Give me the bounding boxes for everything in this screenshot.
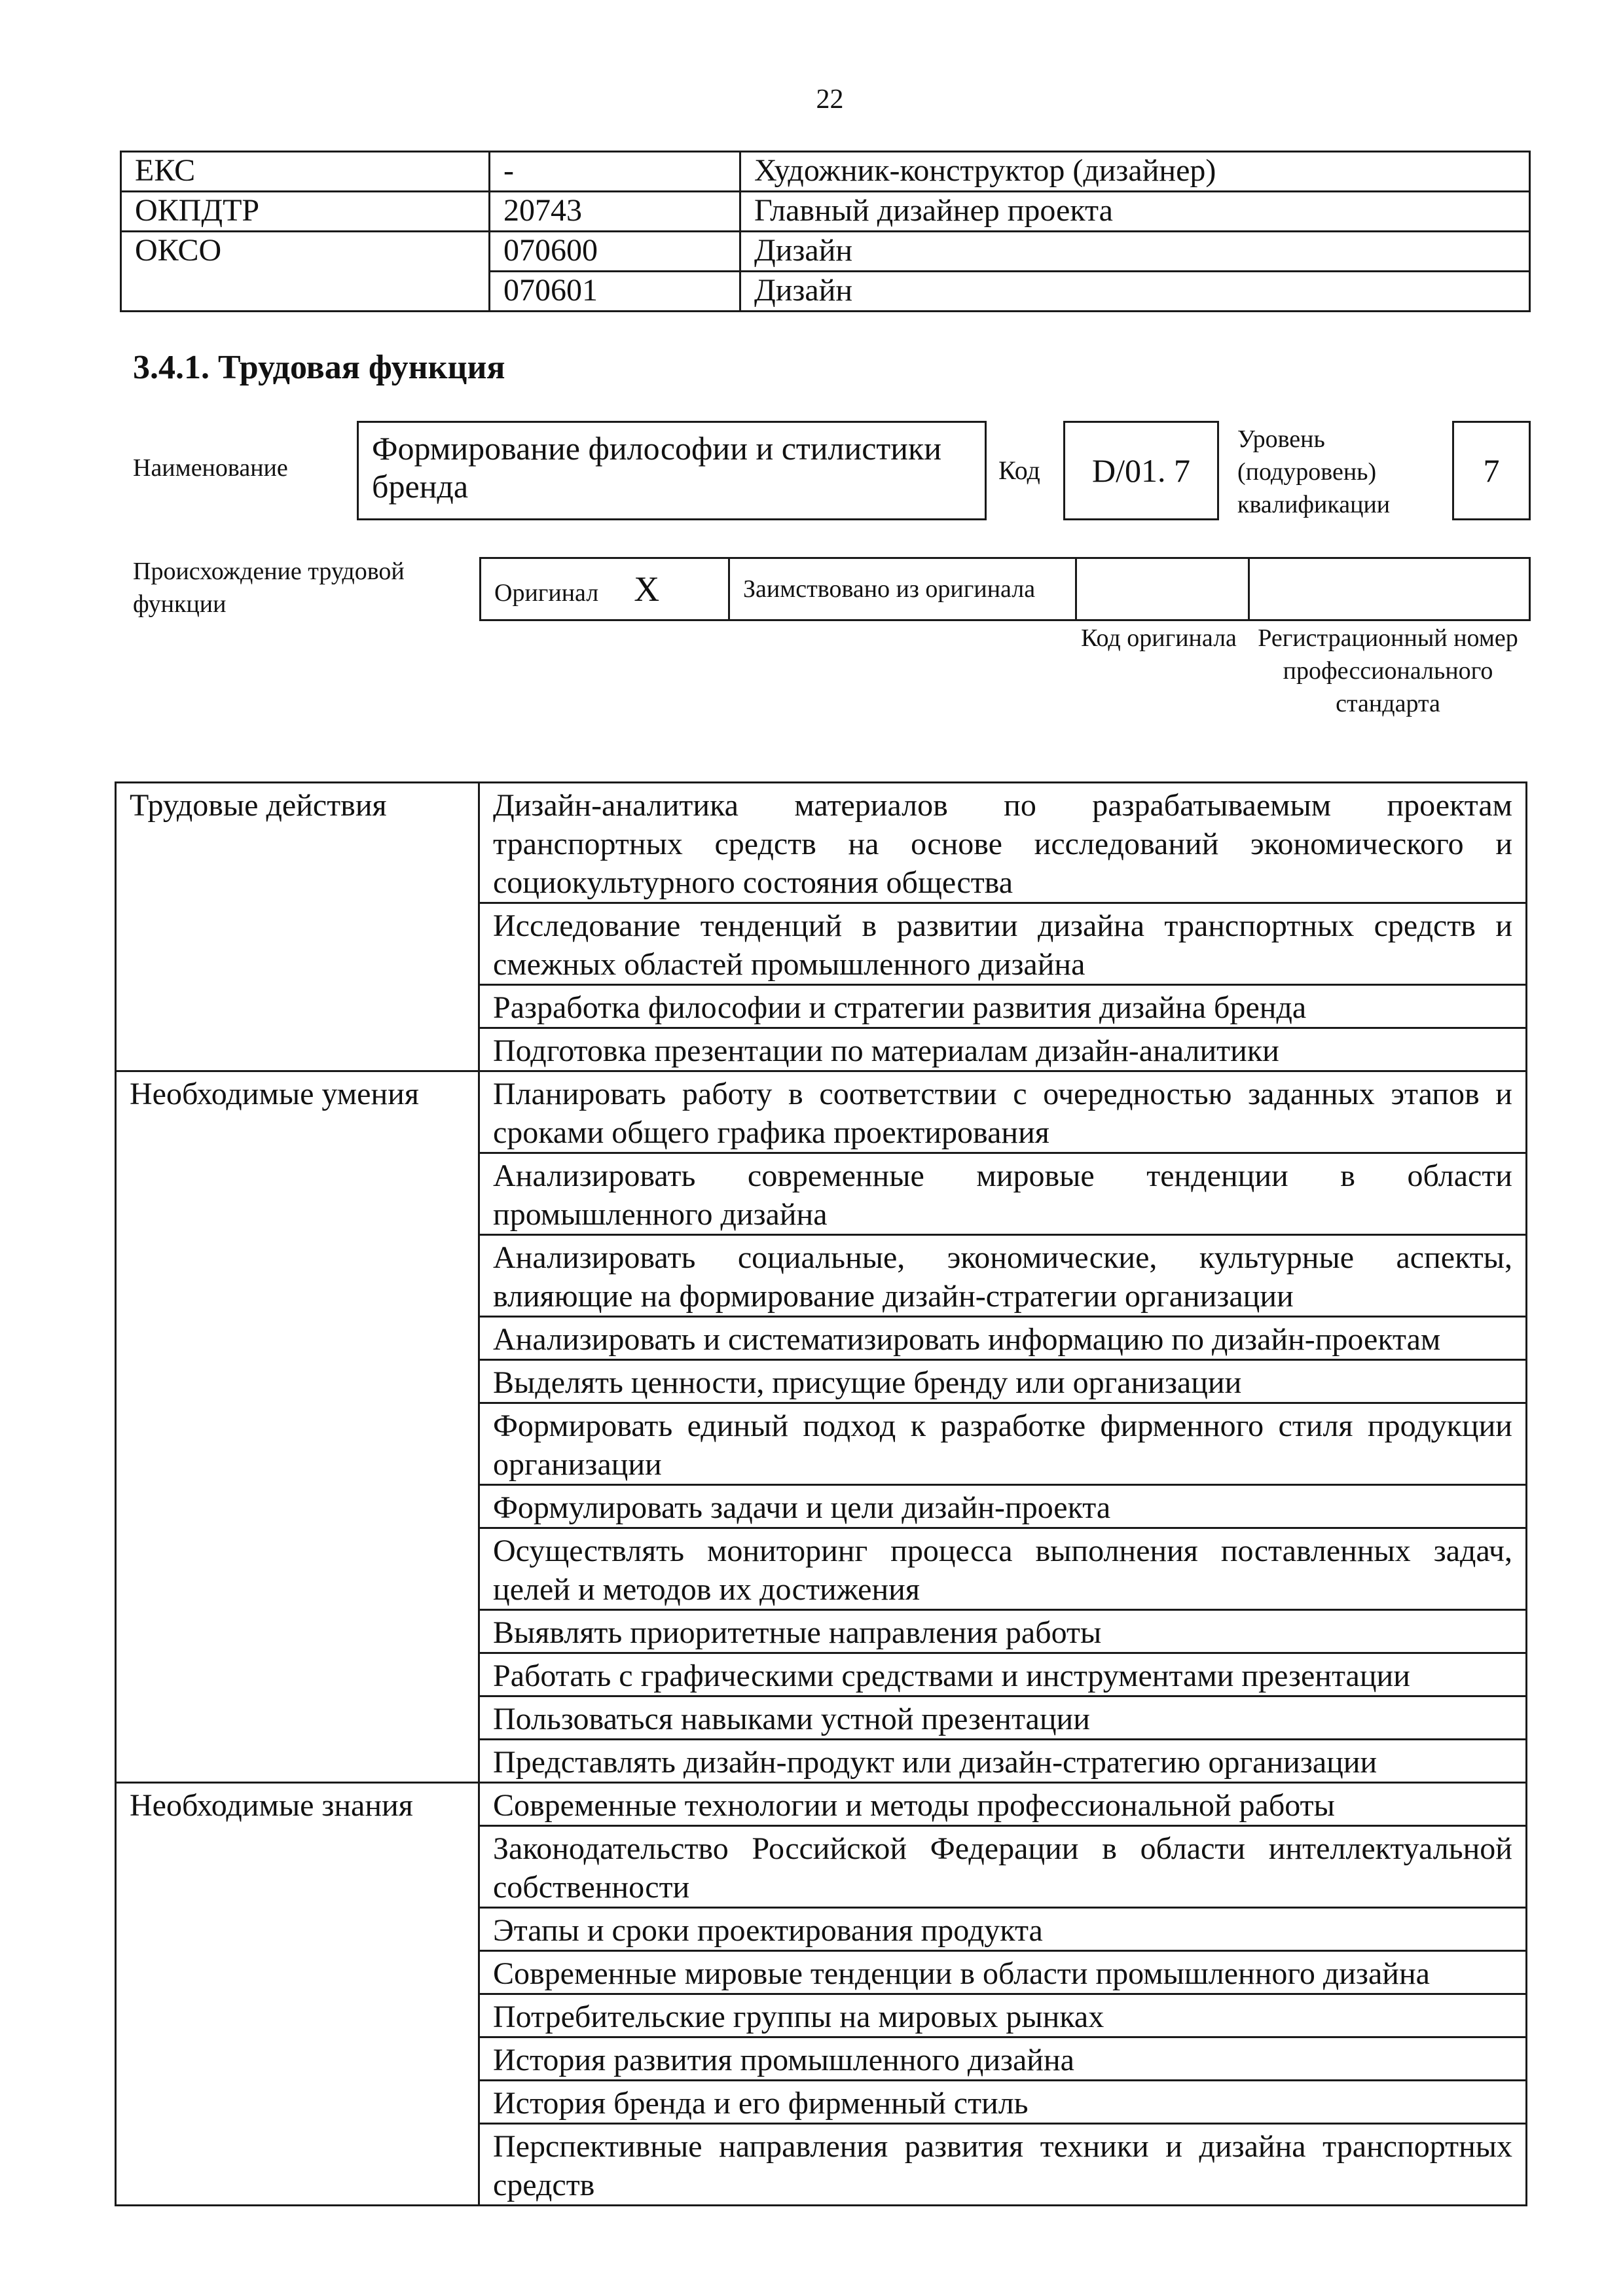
function-name-value: Формирование философии и стилистики бренда <box>357 421 987 520</box>
original-code-cell <box>1076 558 1249 620</box>
qualification-level-label: Уровень (подуровень) квалификации <box>1237 425 1391 518</box>
origin-original-cell <box>481 558 729 620</box>
section-item: Формулировать задачи и цели дизайн-проекта <box>479 1485 1527 1528</box>
classifier-codes-table <box>120 151 1531 312</box>
section-item: Современные мировые тенденции в области промышленного дизайна <box>479 1951 1527 1994</box>
section-item: Анализировать социальные, экономические, культурные аспекты, влияющие на формирование дизайн-стратегии организации <box>479 1235 1527 1317</box>
section-item: Планировать работу в соответствии с очередностью заданных этапов и сроками общего графика проектирования <box>479 1071 1527 1153</box>
origin-label: Происхождение трудовой функции <box>133 558 405 618</box>
classifier-title: Дизайн <box>740 232 1530 272</box>
classifier-name: ЕКС <box>121 152 490 192</box>
classifier-name: ОКСО <box>121 232 490 312</box>
section-item: Потребительские группы на мировых рынках <box>479 1994 1527 2037</box>
borrowed-label: Заимствовано из оригинала <box>729 558 1076 620</box>
section-category: Трудовые действия <box>116 783 479 1071</box>
section-item: Выделять ценности, присущие бренду или организации <box>479 1360 1527 1403</box>
table-row <box>121 232 1530 272</box>
table-row <box>116 783 1527 903</box>
section-item: Формировать единый подход к разработке фирменного стиля продукции организации <box>479 1403 1527 1485</box>
origin-table <box>479 557 1531 621</box>
table-row <box>481 558 1530 620</box>
function-details-table <box>115 781 1527 2206</box>
classifier-code: - <box>490 152 740 192</box>
classifier-code: 20743 <box>490 192 740 232</box>
page-number: 22 <box>816 84 844 115</box>
section-item: Исследование тенденций в развитии дизайна транспортных средств и смежных областей промышленного дизайна <box>479 903 1527 985</box>
section-item: Представлять дизайн-продукт или дизайн-стратегию организации <box>479 1740 1527 1783</box>
section-category: Необходимые знания <box>116 1783 479 2206</box>
section-item: Выявлять приоритетные направления работы <box>479 1610 1527 1653</box>
section-item: Анализировать и систематизировать информацию по дизайн-проектам <box>479 1317 1527 1360</box>
section-item: Анализировать современные мировые тенденции в области промышленного дизайна <box>479 1153 1527 1235</box>
section-item: Разработка философии и стратегии развития дизайна бренда <box>479 985 1527 1028</box>
registration-number-cell <box>1249 558 1530 620</box>
classifier-code: 070601 <box>490 272 740 312</box>
section-heading: 3.4.1. Трудовая функция <box>133 349 505 386</box>
code-label: Код <box>998 456 1040 485</box>
classifier-code: 070600 <box>490 232 740 272</box>
table-row <box>116 1071 1527 1153</box>
section-item: Подготовка презентации по материалам дизайн-аналитики <box>479 1028 1527 1071</box>
classifier-title: Дизайн <box>740 272 1530 312</box>
section-item: Перспективные направления развития техники и дизайна транспортных средств <box>479 2124 1527 2206</box>
section-item: Осуществлять мониторинг процесса выполнения поставленных задач, целей и методов их достижения <box>479 1528 1527 1610</box>
table-row <box>116 1783 1527 1826</box>
table-row <box>121 152 1530 192</box>
section-item: Работать с графическими средствами и инструментами презентации <box>479 1653 1527 1696</box>
classifier-name: ОКПДТР <box>121 192 490 232</box>
section-item: Современные технологии и методы профессиональной работы <box>479 1783 1527 1826</box>
name-label: Наименование <box>133 454 288 482</box>
original-label: Оригинал <box>494 579 599 607</box>
section-item: Законодательство Российской Федерации в области интеллектуальной собственности <box>479 1826 1527 1908</box>
registration-number-caption: Регистрационный номер профессионального стандарта <box>1258 624 1518 717</box>
section-category: Необходимые умения <box>116 1071 479 1783</box>
qualification-level-value: 7 <box>1452 421 1531 520</box>
section-item: Дизайн-аналитика материалов по разрабатываемым проектам транспортных средств на основе исследований экономического и социокультурного состояния общества <box>479 783 1527 903</box>
original-mark: X <box>634 569 660 609</box>
function-code-value: D/01. 7 <box>1063 421 1219 520</box>
classifier-title: Художник-конструктор (дизайнер) <box>740 152 1530 192</box>
section-item: История бренда и его фирменный стиль <box>479 2081 1527 2124</box>
original-code-caption: Код оригинала <box>1081 624 1237 652</box>
section-item: История развития промышленного дизайна <box>479 2037 1527 2081</box>
table-row <box>121 192 1530 232</box>
section-item: Пользоваться навыками устной презентации <box>479 1696 1527 1740</box>
classifier-title: Главный дизайнер проекта <box>740 192 1530 232</box>
section-item: Этапы и сроки проектирования продукта <box>479 1908 1527 1951</box>
